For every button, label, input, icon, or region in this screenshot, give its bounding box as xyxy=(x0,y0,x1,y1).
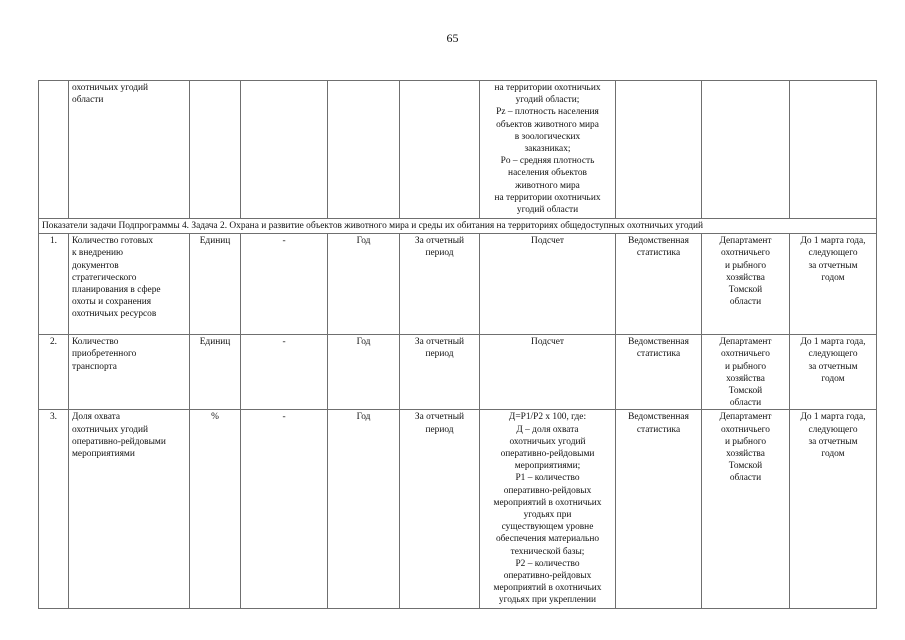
row-number-cell: 3. xyxy=(39,410,69,609)
period-cell: За отчетный период xyxy=(400,410,480,609)
dash-cell: - xyxy=(241,335,328,410)
source-cell xyxy=(616,81,702,219)
source-cell: Ведомственная статистика xyxy=(616,234,702,335)
indicator-name-cell: Количество приобретенного транспорта xyxy=(69,335,190,410)
deadline-cell: До 1 марта года, следующего за отчетным годом xyxy=(790,234,877,335)
formula-cell: Д=P1/P2 x 100, где: Д – доля охвата охотничьих угодий оперативно-рейдовыми мероприятиями; P1 – количество оперативно-рейдовых мероприятий в охотничьих угодьях при существующем уровне обеспечения материально технической базы; P2 – количество оперативно-рейдовых мероприятий в охотничьих угодьях при укреплении xyxy=(480,410,616,609)
indicator-name-cell: Доля охвата охотничьих угодий оперативно-рейдовыми мероприятиями xyxy=(69,410,190,609)
periodicity-cell: Год xyxy=(328,335,400,410)
dash-cell: - xyxy=(241,234,328,335)
period-cell: За отчетный период xyxy=(400,335,480,410)
indicators-table xyxy=(38,80,877,609)
formula-cell: Подсчет xyxy=(480,234,616,335)
source-cell: Ведомственная статистика xyxy=(616,335,702,410)
periodicity-cell: Год xyxy=(328,234,400,335)
unit-cell: Единиц xyxy=(190,234,241,335)
responsible-cell: Департамент охотничьего и рыбного хозяйства Томской области xyxy=(702,335,790,410)
periodicity-cell xyxy=(328,81,400,219)
dash-cell xyxy=(241,81,328,219)
formula-cell: на территории охотничьих угодий области; Pz – плотность населения объектов животного мира в зоологических заказниках; Po – средняя плотность населения объектов животного мира на территории охотничьих угодий области xyxy=(480,81,616,219)
row-number-cell xyxy=(39,81,69,219)
responsible-cell: Департамент охотничьего и рыбного хозяйства Томской области xyxy=(702,410,790,609)
indicator-name-cell: Количество готовых к внедрению документов стратегического планирования в сфере охоты и сохранения охотничьих ресурсов xyxy=(69,234,190,335)
section-header-row xyxy=(39,219,877,234)
responsible-cell: Департамент охотничьего и рыбного хозяйства Томской области xyxy=(702,234,790,335)
deadline-cell: До 1 марта года, следующего за отчетным годом xyxy=(790,410,877,609)
unit-cell xyxy=(190,81,241,219)
dash-cell: - xyxy=(241,410,328,609)
table-row xyxy=(39,234,877,335)
section-header: Показатели задачи Подпрограммы 4. Задача 2. Охрана и развитие объектов животного мира и среды их обитания на территориях общедоступных охотничьих угодий xyxy=(39,219,877,234)
table-row xyxy=(39,335,877,410)
responsible-cell xyxy=(702,81,790,219)
unit-cell: % xyxy=(190,410,241,609)
row-number-cell: 1. xyxy=(39,234,69,335)
period-cell: За отчетный период xyxy=(400,234,480,335)
formula-cell: Подсчет xyxy=(480,335,616,410)
row-number-cell: 2. xyxy=(39,335,69,410)
page-number: 65 xyxy=(446,31,459,45)
period-cell xyxy=(400,81,480,219)
table-row xyxy=(39,410,877,609)
periodicity-cell: Год xyxy=(328,410,400,609)
table-row xyxy=(39,81,877,219)
unit-cell: Единиц xyxy=(190,335,241,410)
deadline-cell xyxy=(790,81,877,219)
indicator-name-cell: охотничьих угодий области xyxy=(69,81,190,219)
source-cell: Ведомственная статистика xyxy=(616,410,702,609)
deadline-cell: До 1 марта года, следующего за отчетным годом xyxy=(790,335,877,410)
